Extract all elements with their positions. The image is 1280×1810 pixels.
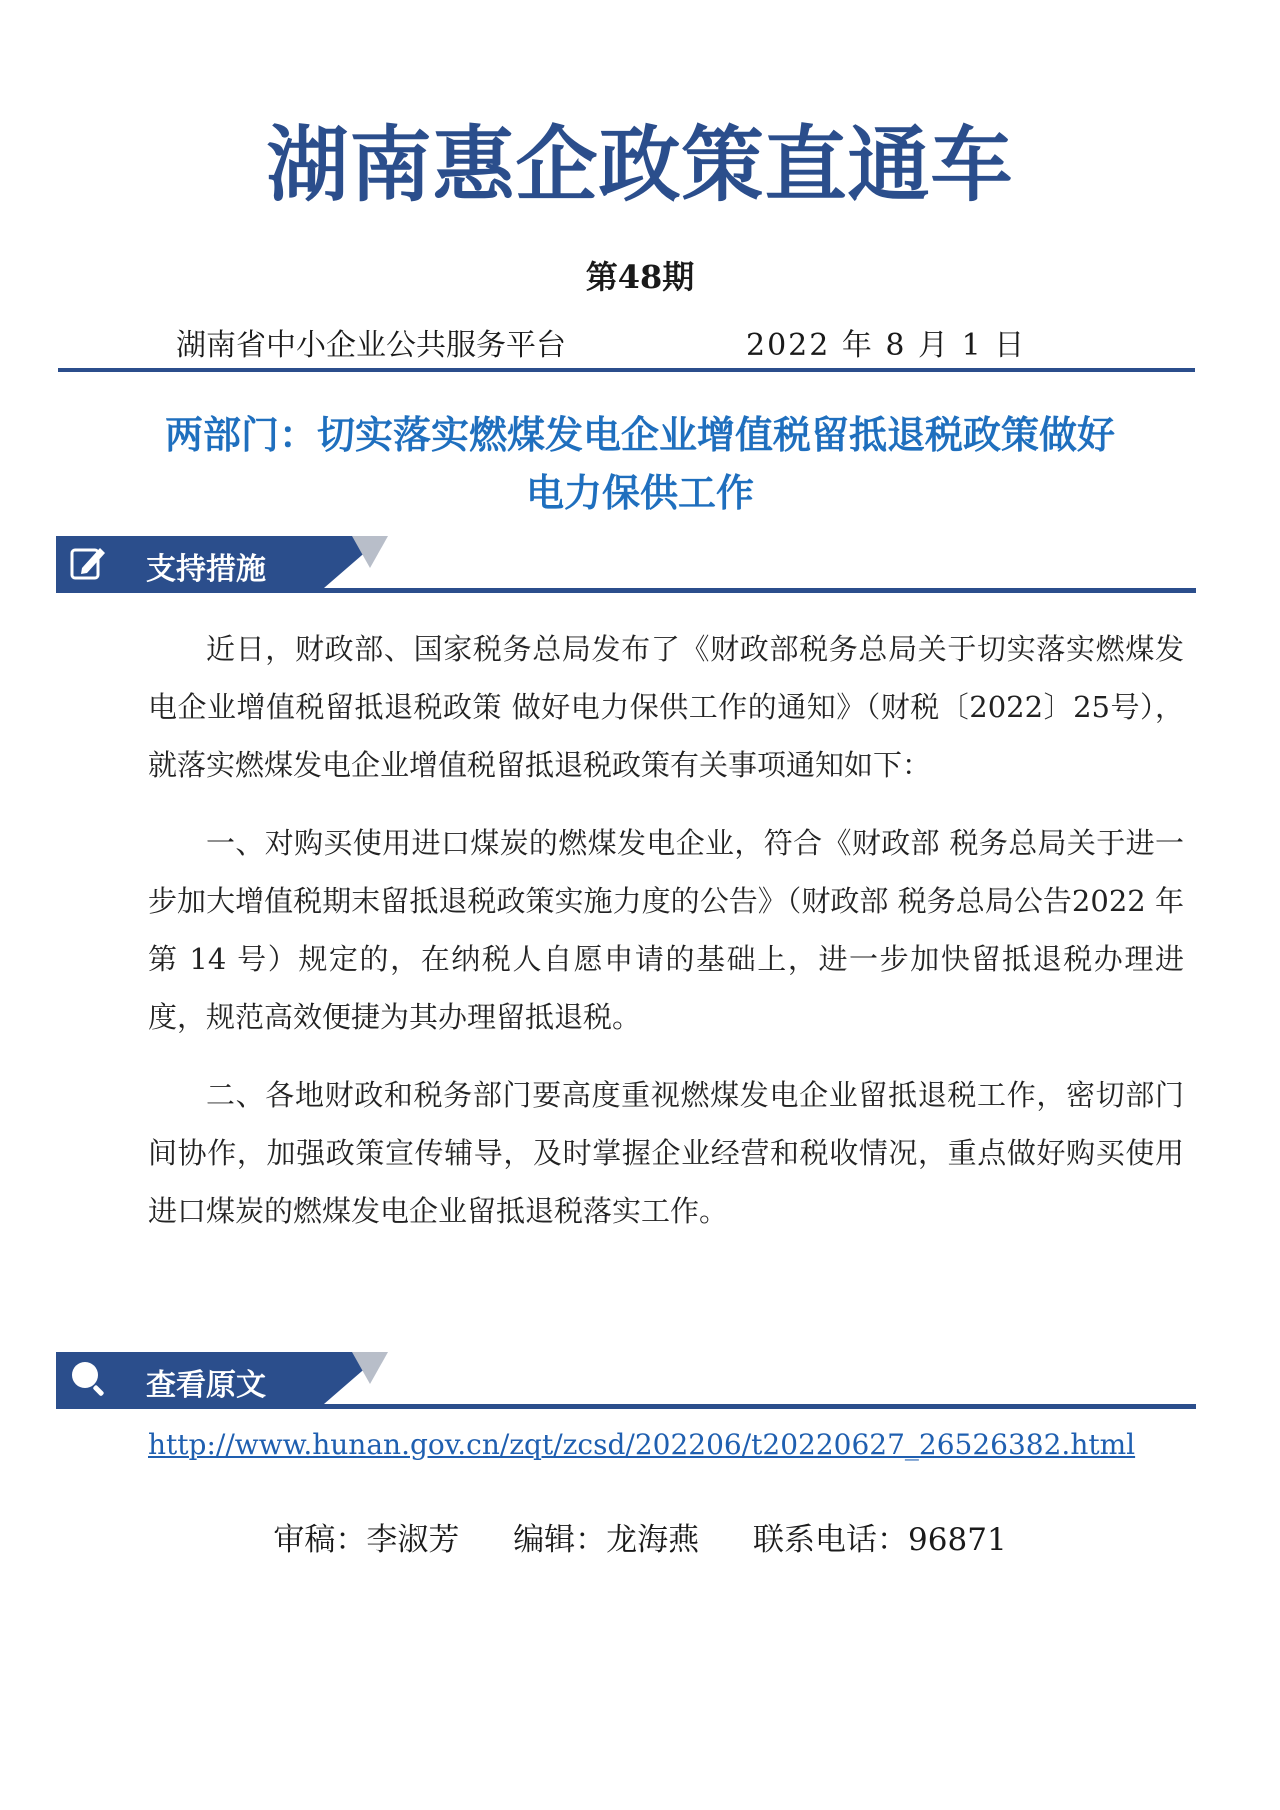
paragraph-intro: 近日，财政部、国家税务总局发布了《财政部税务总局关于切实落实燃煤发电企业增值税留抵退税政策 做好电力保供工作的通知》（财税〔2022〕25号），就落实燃煤发电企业增值税留抵退税政策有关事项通知如下：	[148, 632, 1184, 782]
contact-phone: 联系电话：96871	[753, 1522, 1007, 1558]
paragraph-item-2: 二、各地财政和税务部门要高度重视燃煤发电企业留抵退税工作，密切部门间协作，加强政策宣传辅导，及时掌握企业经营和税收情况，重点做好购买使用进口煤炭的燃煤发电企业留抵退税落实工作。	[148, 1078, 1184, 1228]
section-header-original	[56, 1352, 1196, 1412]
issue-number: 第48期	[585, 258, 695, 296]
header-divider	[58, 368, 1195, 372]
publisher-name: 湖南省中小企业公共服务平台	[176, 328, 566, 363]
editor-credit: 编辑：龙海燕	[513, 1522, 700, 1558]
section-label-support: 支持措施	[146, 552, 266, 587]
publish-date: 2022 年 8 月 1 日	[746, 328, 1027, 363]
headline-line-1: 两部门：切实落实燃煤发电企业增值税留抵退税政策做好	[164, 412, 1115, 457]
masthead-title: 湖南惠企政策直通车	[266, 117, 1014, 213]
edit-note-icon	[68, 542, 108, 582]
headline-line-2: 电力保供工作	[525, 470, 754, 515]
reviewer-credit: 审稿：李淑芳	[273, 1522, 460, 1558]
original-article-link[interactable]: http://www.hunan.gov.cn/zqt/zcsd/202206/t20220627_26526382.html	[148, 1428, 1136, 1461]
credits-line	[0, 1514, 1280, 1559]
paragraph-item-1: 一、对购买使用进口煤炭的燃煤发电企业，符合《财政部 税务总局关于进一步加大增值税期末留抵退税政策实施力度的公告》（财政部 税务总局公告2022 年第 14 号）规定的，在纳税人自愿申请的基础上，进一步加快留抵退税办理进度，规范高效便捷为其办理留抵退税。	[148, 826, 1184, 1034]
section-header-support	[56, 536, 1196, 596]
search-icon	[68, 1358, 108, 1398]
article-headline	[80, 406, 1200, 522]
section-label-original: 查看原文	[146, 1368, 266, 1403]
